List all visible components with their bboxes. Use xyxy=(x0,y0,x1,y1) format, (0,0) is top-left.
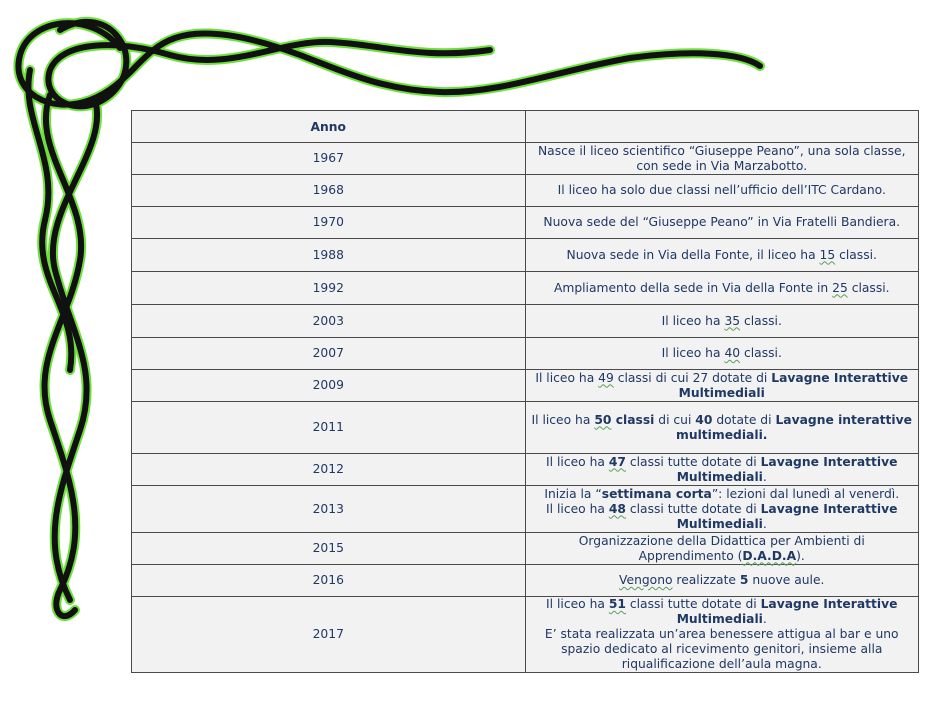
table-row xyxy=(132,305,919,338)
event-text: Lavagne Interattive Multimediali xyxy=(678,370,909,400)
event-text: Nasce il liceo scientifico “Giuseppe Peano”, una sola classe, con sede in Via Marzabotto. xyxy=(537,143,906,173)
event-text: Lavagne Interattive Multimediali xyxy=(676,454,898,484)
event-text: 5 xyxy=(739,573,749,587)
header-year: Anno xyxy=(132,111,526,143)
event-text: Nuova sede in Via della Fonte, il liceo ha xyxy=(566,247,820,262)
event-cell xyxy=(525,305,919,338)
event-text: classi. xyxy=(740,346,782,360)
event-text: nuove aule. xyxy=(748,573,825,587)
table-row xyxy=(132,486,919,533)
event-text: 40 xyxy=(724,346,741,360)
event-cell xyxy=(525,402,919,454)
event-text: realizzate xyxy=(672,573,740,587)
event-text: Il liceo ha solo due classi nell’ufficio dell’ITC Cardano. xyxy=(557,183,886,197)
event-text: 49 xyxy=(598,370,614,385)
table-row xyxy=(132,533,919,565)
event-cell xyxy=(525,338,919,370)
event-text: Il liceo ha xyxy=(546,597,609,611)
table-row xyxy=(132,175,919,207)
event-text: Il liceo ha xyxy=(546,454,609,469)
table-row xyxy=(132,454,919,486)
event-text: classi. xyxy=(740,313,782,328)
event-text: D.A.D.A xyxy=(742,548,797,563)
year-cell: 1988 xyxy=(132,239,526,272)
event-text: ). xyxy=(796,548,805,563)
year-cell: 1968 xyxy=(132,175,526,207)
year-cell: 1967 xyxy=(132,143,526,175)
event-text: classi tutte dotate di xyxy=(625,454,761,469)
event-cell xyxy=(525,454,919,486)
table-row xyxy=(132,402,919,454)
event-text: Vengono xyxy=(619,573,673,587)
event-text: Il liceo ha xyxy=(531,412,595,427)
event-cell xyxy=(525,597,919,673)
event-text: . xyxy=(762,516,767,531)
event-text: 40 xyxy=(695,412,713,427)
event-text: Il liceo ha xyxy=(661,346,725,360)
event-text: 15 xyxy=(819,247,836,262)
event-text: di cui xyxy=(654,412,696,427)
event-text: 35 xyxy=(724,313,741,328)
event-text: classi. xyxy=(835,247,877,262)
event-text: Il liceo ha xyxy=(546,501,609,516)
event-text: classi tutte dotate di xyxy=(625,597,761,611)
event-cell xyxy=(525,370,919,402)
event-text: classi xyxy=(611,412,655,427)
event-cell xyxy=(525,207,919,239)
event-cell xyxy=(525,239,919,272)
event-text: ”: lezioni dal lunedì al venerdì. xyxy=(711,486,900,501)
event-text: Il liceo ha xyxy=(535,370,599,385)
table-row xyxy=(132,338,919,370)
table-header-row xyxy=(132,111,919,143)
year-cell: 2011 xyxy=(132,402,526,454)
event-text: settimana corta xyxy=(601,486,712,501)
year-cell: 2013 xyxy=(132,486,526,533)
event-text: Ampliamento della sede in Via della Fonte in xyxy=(553,280,833,295)
year-cell: 1992 xyxy=(132,272,526,305)
event-text: . xyxy=(762,469,767,484)
event-text: classi tutte dotate di xyxy=(625,501,761,516)
event-text: Lavagne Interattive Multimediali xyxy=(676,501,898,531)
event-text: E’ stata realizzata un’area benessere attigua al bar e uno spazio dedicato al ricevimento genitori, insieme alla riqualificazione dell’aula magna. xyxy=(544,627,899,671)
table-row xyxy=(132,370,919,402)
year-cell: 1970 xyxy=(132,207,526,239)
table-row xyxy=(132,272,919,305)
table-row xyxy=(132,207,919,239)
event-text: 48 xyxy=(608,501,626,516)
event-text: Nuova sede del “Giuseppe Peano” in Via Fratelli Bandiera. xyxy=(543,215,901,229)
table-row xyxy=(132,143,919,175)
event-text: classi di cui 27 dotate di xyxy=(613,370,772,385)
year-cell: 2017 xyxy=(132,597,526,673)
event-cell xyxy=(525,565,919,597)
year-cell: 2012 xyxy=(132,454,526,486)
table-row xyxy=(132,239,919,272)
event-cell xyxy=(525,272,919,305)
event-text: Inizia la “ xyxy=(544,486,602,501)
event-cell xyxy=(525,533,919,565)
event-text: Il liceo ha xyxy=(661,313,725,328)
year-cell: 2016 xyxy=(132,565,526,597)
event-text: dotate di xyxy=(712,412,776,427)
event-cell xyxy=(525,175,919,207)
event-cell xyxy=(525,143,919,175)
header-event xyxy=(525,111,919,143)
event-text: Lavagne interattive multimediali. xyxy=(676,412,912,442)
event-text: Lavagne Interattive Multimediali xyxy=(676,597,898,626)
year-cell: 2007 xyxy=(132,338,526,370)
event-text: Organizzazione della Didattica per Ambienti di Apprendimento ( xyxy=(578,533,865,563)
history-table xyxy=(131,110,919,673)
event-text: classi. xyxy=(847,280,890,295)
year-cell: 2015 xyxy=(132,533,526,565)
year-cell: 2003 xyxy=(132,305,526,338)
year-cell: 2009 xyxy=(132,370,526,402)
event-text: 25 xyxy=(832,280,848,295)
table-row xyxy=(132,597,919,673)
event-text: . xyxy=(762,612,767,626)
event-text: 47 xyxy=(608,454,626,469)
event-text: 51 xyxy=(608,597,626,611)
event-cell xyxy=(525,486,919,533)
event-text: 50 xyxy=(594,412,612,427)
table-row xyxy=(132,565,919,597)
